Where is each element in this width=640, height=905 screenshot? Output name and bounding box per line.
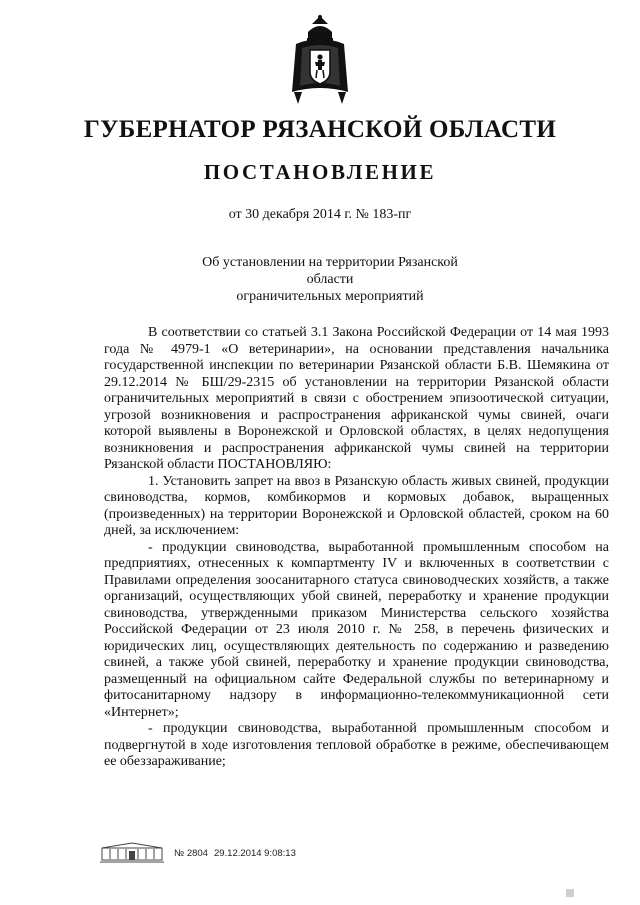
item-1-paragraph: 1. Установить запрет на ввоз в Рязанскую область живых свиней, продукции свиноводства, кормов, комбикормов и кормовых добавок, выращенных (произведенных) на территории Воронежской и Орловской областей, сроком на 60 дней, за исключением: xyxy=(104,473,609,538)
building-logo-icon xyxy=(100,842,164,864)
preamble-text: В соответствии со статьей 3.1 Закона Российской Федерации от 14 мая 1993 года № 4979-1 «О ветеринарии», на основании представления начальника государственной инспекции по ветеринарии Рязанской области Б.В. Шемякина от 29.12.2014 № БШ/29-2315 об установлении на территории Рязанской области ограничительных мероприятий в связи с обострением эпизоотической ситуации, угрозой возникновения и распространения африканской чумы свиней, очаги которой выявлены в Воронежской и Орловской областях, в целях недопущения возникновения и распространения африканской чумы свиней на территории Рязанской области xyxy=(104,325,609,472)
coat-of-arms-icon xyxy=(288,14,352,106)
footer-timestamp: 29.12.2014 9:08:13 xyxy=(213,847,296,859)
decree-word: ПОСТАНОВЛЯЮ: xyxy=(217,457,332,472)
subject-line-2: ограничительных мероприятий xyxy=(236,289,424,304)
document-type: ПОСТАНОВЛЕНИЕ xyxy=(203,160,437,184)
preamble-paragraph xyxy=(104,325,609,474)
subject-line-1: Об установлении на территории Рязанской области xyxy=(202,255,458,287)
document-date-number: от 30 декабря 2014 г. № 183-пг xyxy=(228,207,412,222)
footer-document-number: № 2804 xyxy=(174,847,208,859)
authority-title: ГУБЕРНАТОР РЯЗАНСКОЙ ОБЛАСТИ xyxy=(83,116,557,143)
document-subject xyxy=(180,254,480,305)
corner-mark xyxy=(566,889,574,897)
exception-2-paragraph: - продукции свиноводства, выработанной промышленным способом и подвергнутой в ходе изготовления тепловой обработке в режиме, обеспечивающем ее обеззараживание; xyxy=(104,721,609,769)
exception-1-paragraph: - продукции свиноводства, выработанной промышленным способом на предприятиях, отнесенных к компартменту IV и включенных в соответствии с Правилами определения зоосанитарного статуса свиноводческих хозяйств, а также организаций, осуществляющих убой свиней, переработку и хранение продукции свиноводства, утвержденными приказом Министерства сельского хозяйства Российской Федерации от 23 июля 2010 г. № 258, в перечень физических и юридических лиц, осуществляющих деятельность по содержанию и разведению свиней, а также убой свиней, переработку и хранение продукции свиноводства, размещенный на официальном сайте Федеральной службы по ветеринарному и фитосанитарному надзору в информационно-телекоммуникационной сети «Интернет»; xyxy=(104,539,609,720)
document-body xyxy=(104,325,609,771)
document-footer xyxy=(100,841,296,865)
